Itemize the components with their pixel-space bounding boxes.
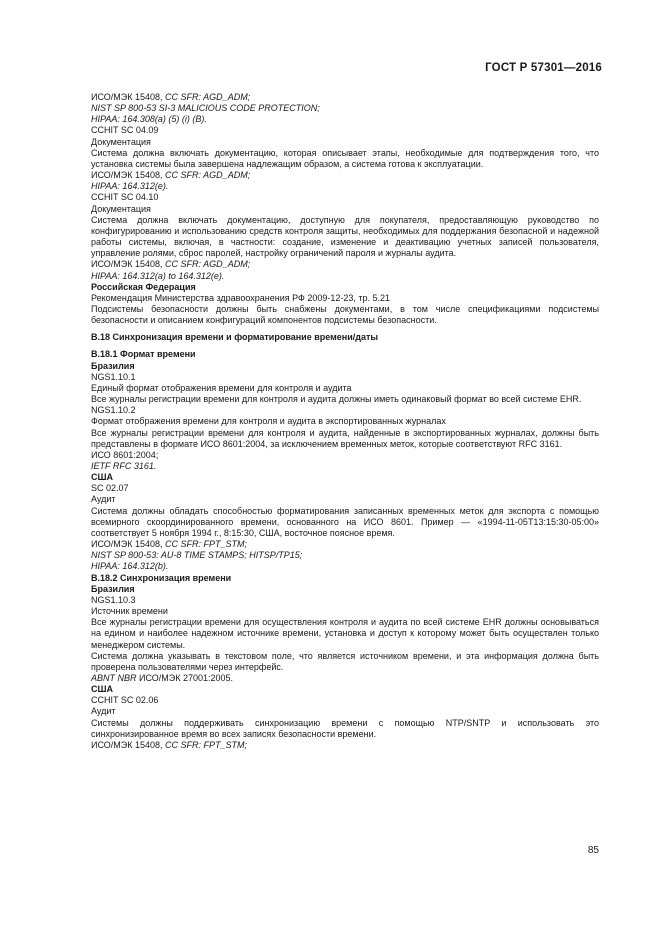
paragraph — [91, 706, 599, 717]
paragraph — [91, 584, 599, 595]
paragraph — [91, 114, 599, 125]
document-number-header: ГОСТ Р 57301—2016 — [485, 62, 602, 74]
paragraph — [91, 561, 599, 572]
text-segment: ИСО 8601:2004; — [91, 449, 159, 460]
paragraph — [91, 461, 599, 472]
italic-reference: HIPAA: 164.312(e). — [91, 181, 169, 192]
paragraph — [91, 483, 599, 494]
paragraph — [91, 684, 599, 695]
paragraph — [91, 617, 599, 650]
paragraph — [91, 204, 599, 215]
paragraph — [91, 103, 599, 114]
text-segment: Единый формат отображения времени для контроля и аудита — [91, 382, 352, 393]
paragraph — [91, 573, 599, 584]
text-segment: NGS1.10.3 — [91, 594, 136, 605]
paragraph — [91, 192, 599, 203]
paragraph — [91, 606, 599, 617]
paragraph — [91, 494, 599, 505]
paragraph — [91, 372, 599, 383]
text-segment: CCHIT SC 04.10 — [91, 192, 159, 203]
paragraph — [91, 304, 599, 326]
paragraph — [91, 259, 599, 270]
bold-text: B.18.2 Синхронизация времени — [91, 572, 232, 583]
text-segment: Рекомендация Министерства здравоохранения РФ 2009-12-23, тр. 5.21 — [91, 292, 391, 303]
paragraph — [91, 383, 599, 394]
text-segment: Аудит — [91, 706, 116, 717]
paragraph — [91, 416, 599, 427]
text-segment: ИСО/МЭК 15408, — [91, 259, 166, 270]
text-segment: Системы должны поддерживать синхронизацию времени с помощью NTP/SNTP и использовать это синхронизированное время во всех записях безопасности времени. — [91, 717, 599, 739]
italic-reference: HIPAA: 164.308(a) (5) (i) (B). — [91, 114, 207, 125]
text-segment: Все журналы регистрации времени для осуществления контроля и аудита по всей системе EHR должны основываться на едином и наиболее надежном источнике времени, установка и доступ к которому может быть осуществлен только менеджером системы. — [91, 617, 599, 650]
text-segment: Система должна указывать в текстовом поле, что является источником времени, и эта информация должна быть проверена пользователями через интерфейс. — [91, 650, 599, 672]
italic-reference: HIPAA: 164.312(a) to 164.312(e). — [91, 270, 225, 281]
text-segment: ИСО/МЭК 15408, — [91, 170, 166, 181]
bold-text: B.18 Синхронизация времени и форматирование времени/даты — [91, 332, 379, 343]
paragraph — [91, 718, 599, 740]
italic-reference: NIST SP 800-53 SI-3 MALICIOUS CODE PROTECTION; — [91, 103, 320, 114]
page-number: 85 — [587, 845, 599, 856]
paragraph — [91, 394, 599, 405]
paragraph — [91, 506, 599, 539]
text-segment: ИСО/МЭК 15408, — [91, 92, 166, 102]
paragraph — [91, 405, 599, 416]
paragraph — [91, 137, 599, 148]
italic-reference: CC SFR: FPT_STM; — [165, 739, 248, 750]
italic-reference: HIPAA: 164.312(b). — [91, 561, 169, 572]
paragraph — [91, 148, 599, 170]
text-segment: ИСО/МЭК 27001:2005. — [136, 672, 234, 683]
paragraph — [91, 92, 599, 103]
paragraph — [91, 428, 599, 450]
italic-reference: CC SFR: FPT_STM; — [165, 539, 248, 550]
paragraph — [91, 215, 599, 260]
text-segment: CCHIT SC 04.09 — [91, 125, 159, 136]
paragraph — [91, 595, 599, 606]
paragraph — [91, 472, 599, 483]
text-segment: Система должна включать документацию, которая описывает этапы, необходимые для подтверждения того, что установка системы была завершена надлежащим образом, а система готова к эксплуатации. — [91, 147, 599, 169]
paragraph — [91, 450, 599, 461]
bold-text: США — [91, 684, 114, 695]
paragraph — [91, 181, 599, 192]
text-segment: ИСО/МЭК 15408, — [91, 539, 166, 550]
bold-text: Бразилия — [91, 583, 135, 594]
bold-text: Бразилия — [91, 360, 135, 371]
text-segment: Все журналы регистрации времени для контроля и аудита, найденные в экспортированных журналах, должны быть представлены в формате ИСО 8601:2004, за исключением временных меток, которые соответствуют RFC 3161. — [91, 427, 599, 449]
paragraph — [91, 170, 599, 181]
text-segment: Подсистемы безопасности должны быть снабжены документами, в том числе спецификациями подсистемы безопасности и описанием конфигураций компонентов подсистемы безопасности. — [91, 303, 599, 326]
italic-reference: CC SFR: AGD_ADM; — [165, 259, 251, 270]
paragraph — [91, 282, 599, 293]
text-segment: NGS1.10.1 — [91, 371, 136, 382]
text-segment: ИСО/МЭК 15408, — [91, 739, 166, 750]
text-segment: Документация — [91, 136, 151, 147]
paragraph — [91, 550, 599, 561]
document-body — [91, 92, 599, 751]
bold-text: Российская Федерация — [91, 281, 196, 292]
text-segment: Формат отображения времени для контроля и аудита в экспортированных журналах — [91, 416, 446, 427]
italic-reference: CC SFR: AGD_ADM; — [165, 92, 251, 102]
text-segment: CCHIT SC 02.06 — [91, 695, 159, 706]
text-segment: SC 02.07 — [91, 483, 129, 494]
text-segment: Документация — [91, 203, 151, 214]
bold-text: B.18.1 Формат времени — [91, 349, 196, 360]
bold-text: США — [91, 472, 114, 483]
paragraph — [91, 651, 599, 673]
text-segment: Система должны обладать способностью форматирования записанных временных меток для экспорта с помощью всемирного скоординированного времени, основанного на ИСО 8601. Пример — «1994-11-05T13:15:30-05:00» соответствует 5 ноября 1994 г., 8:15:30, США, восточное поясное время. — [91, 505, 599, 538]
paragraph — [91, 361, 599, 372]
paragraph — [91, 271, 599, 282]
text-segment: Система должна включать документацию, доступную для покупателя, предоставляющую руководство по конфигурированию и использованию средств контроля защиты, необходимых для поддержания безопасной и надежной работы системы, включая, в частности: создание, изменение и деактивацию учетных записей пользователя, управление ролями, сброс паролей, настройку ограничений пароля и журналы аудита. — [91, 214, 599, 259]
text-segment: Аудит — [91, 494, 116, 505]
paragraph — [91, 349, 599, 360]
paragraph — [91, 740, 599, 751]
italic-reference: IETF RFC 3161. — [91, 461, 157, 471]
text-segment: Все журналы регистрации времени для контроля и аудита должны иметь одинаковый формат во всей системе EHR. — [91, 394, 582, 405]
italic-reference: NIST SP 800-53: AU-8 TIME STAMPS; HITSP/TP15; — [91, 550, 303, 561]
italic-reference: CC SFR: AGD_ADM; — [165, 170, 251, 181]
italic-reference: ABNT NBR — [91, 672, 137, 683]
paragraph — [91, 125, 599, 136]
text-segment: Источник времени — [91, 606, 168, 617]
paragraph — [91, 332, 599, 343]
text-segment: NGS1.10.2 — [91, 405, 136, 416]
paragraph — [91, 673, 599, 684]
paragraph — [91, 539, 599, 550]
paragraph — [91, 293, 599, 304]
paragraph — [91, 695, 599, 706]
